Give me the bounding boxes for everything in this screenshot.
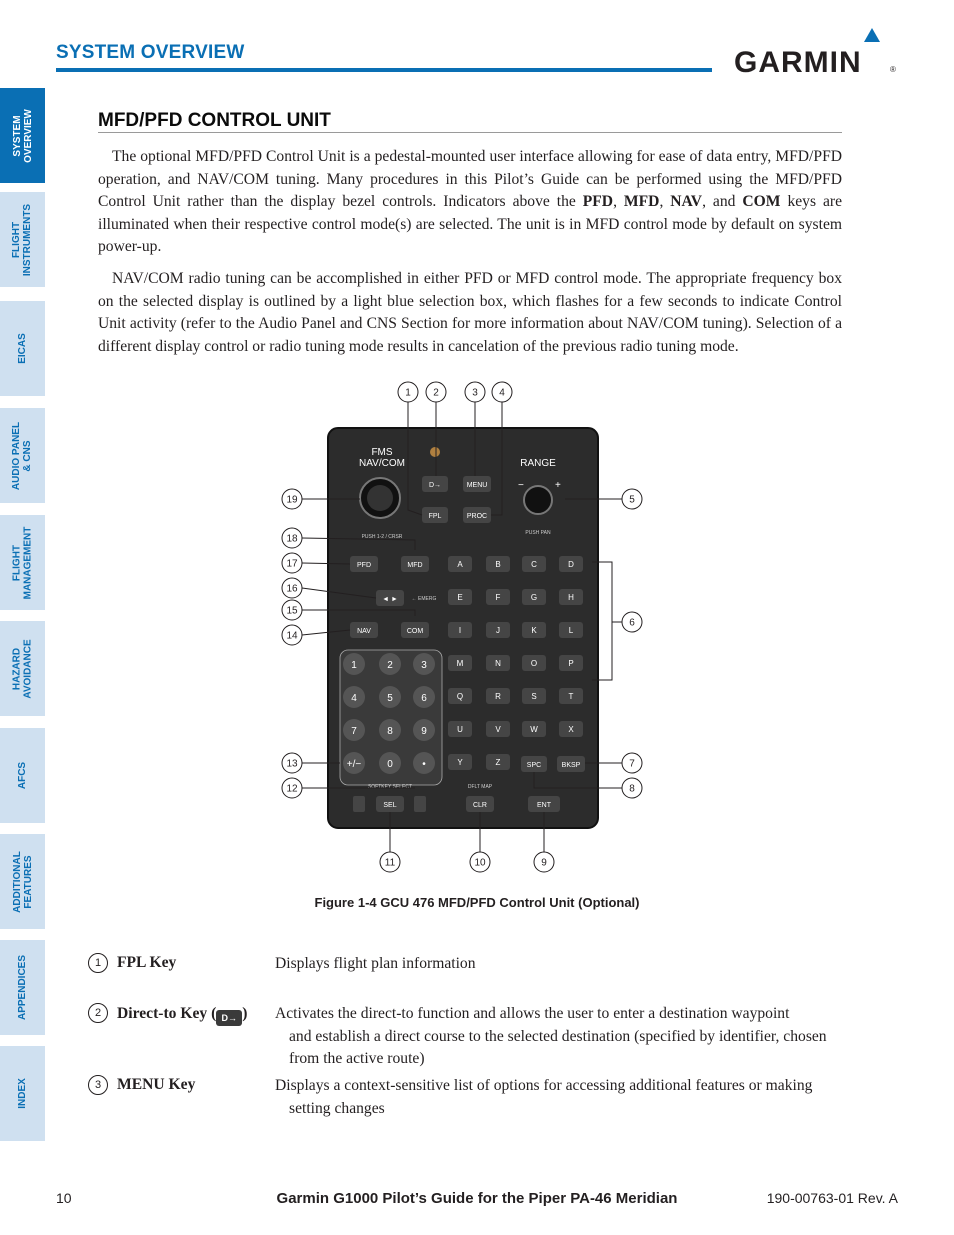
key-digit-label: 1 bbox=[351, 660, 357, 671]
footer-title: Garmin G1000 Pilot’s Guide for the Piper PA-46 Meridian bbox=[276, 1190, 678, 1207]
range-knob bbox=[524, 486, 552, 514]
section-rule bbox=[98, 132, 842, 133]
logo-text: GARMIN bbox=[734, 46, 862, 76]
tab-eicas[interactable]: EICAS bbox=[0, 301, 45, 396]
indicator-led bbox=[430, 447, 440, 457]
key-letter-label: W bbox=[530, 725, 538, 734]
tab-afcs[interactable]: AFCS bbox=[0, 728, 45, 823]
softkey-select-label: SOFTKEY SELECT bbox=[367, 784, 413, 790]
key-letter-label: G bbox=[530, 593, 538, 602]
tab-flight-management[interactable]: FLIGHT MANAGEMENT bbox=[0, 515, 45, 610]
svg-text:ENT: ENT bbox=[537, 802, 551, 809]
svg-text:PROC: PROC bbox=[466, 513, 488, 520]
callout-number: 12 bbox=[286, 783, 298, 795]
callout-number: 7 bbox=[629, 758, 635, 770]
key-letter-label: V bbox=[495, 725, 501, 734]
navcom-label: NAV/COM bbox=[359, 458, 405, 469]
key-letter-label: S bbox=[531, 692, 537, 701]
section-title: MFD/PFD CONTROL UNIT bbox=[98, 110, 331, 131]
key-letter-label: D bbox=[568, 560, 574, 569]
tab-system-overview[interactable]: SYSTEM OVERVIEW bbox=[0, 88, 45, 183]
key-letter-label: E bbox=[457, 593, 463, 602]
def-callout-1: 1 bbox=[88, 953, 108, 973]
direct-to-key-icon: D→ bbox=[216, 1010, 242, 1026]
callout-number: 1 bbox=[405, 387, 411, 399]
key-digit-label: 3 bbox=[421, 660, 427, 671]
key-letter-label: M bbox=[456, 659, 464, 668]
def-callout-2: 2 bbox=[88, 1003, 108, 1023]
svg-text:◄ ►: ◄ ► bbox=[382, 596, 398, 603]
key-letter-label: P bbox=[568, 659, 574, 668]
key-letter-label: L bbox=[568, 626, 574, 635]
key-softkey-right bbox=[414, 796, 426, 812]
header-rule bbox=[56, 68, 712, 72]
def-text-menu: Displays a context-sensitive list of options for accessing additional features or making setting changes bbox=[275, 1077, 813, 1117]
key-letter-label: F bbox=[495, 593, 501, 602]
svg-text:BKSP: BKSP bbox=[561, 762, 581, 769]
garmin-logo bbox=[734, 26, 898, 76]
callout-number: 10 bbox=[474, 857, 486, 869]
dflt-map-label: DFLT MAP bbox=[467, 784, 493, 790]
key-letter-label: Q bbox=[456, 692, 464, 701]
svg-text:D→: D→ bbox=[428, 482, 442, 489]
callout-number: 14 bbox=[286, 630, 298, 642]
figure-caption: Figure 1-4 GCU 476 MFD/PFD Control Unit (Optional) bbox=[314, 895, 640, 910]
key-letter-label: U bbox=[457, 725, 463, 734]
tab-appendices[interactable]: APPENDICES bbox=[0, 940, 45, 1035]
tab-index[interactable]: INDEX bbox=[0, 1046, 45, 1141]
key-letter-label: X bbox=[568, 725, 574, 734]
key-digit-label: +/− bbox=[346, 759, 362, 770]
callout-number: 11 bbox=[384, 857, 396, 869]
key-letter-label: J bbox=[496, 626, 500, 635]
key-letter-label: H bbox=[568, 593, 574, 602]
key-digit-label: 8 bbox=[387, 726, 393, 737]
def-term-fpl: FPL Key bbox=[117, 954, 177, 971]
svg-text:SEL: SEL bbox=[383, 802, 397, 809]
key-digit-label: 7 bbox=[351, 726, 357, 737]
key-letter-label: N bbox=[495, 659, 501, 668]
tab-hazard-avoidance[interactable]: HAZARD AVOIDANCE bbox=[0, 621, 45, 716]
tab-additional-features[interactable]: ADDITIONAL FEATURES bbox=[0, 834, 45, 929]
key-letter-label: C bbox=[531, 560, 537, 569]
key-letter-label: B bbox=[495, 560, 501, 569]
key-digit-label: • bbox=[422, 759, 426, 770]
callout-number: 19 bbox=[286, 494, 298, 506]
key-letter-label: T bbox=[568, 692, 574, 701]
svg-text:FPL: FPL bbox=[428, 513, 442, 520]
page-number: 10 bbox=[56, 1190, 72, 1206]
logo-triangle-icon bbox=[864, 28, 880, 42]
paragraph-navcom: NAV/COM radio tuning can be accomplished in either PFD or MFD control mode. The appropriate frequency box on the selected display is outlined by a light blue selection box, which flashes for a few seconds to indicate Control Unit activity (refer to the Audio Panel and CNS Section for more information about NAV/COM tuning). Selection of a different display control or radio tuning mode results in cancelation of the previous radio tuning mode. bbox=[98, 270, 842, 355]
range-minus: − bbox=[518, 480, 524, 491]
svg-text:MFD: MFD bbox=[407, 562, 423, 569]
svg-text:NAV: NAV bbox=[357, 628, 371, 635]
key-letter-label: Z bbox=[495, 758, 501, 767]
callout-number: 17 bbox=[286, 558, 298, 570]
key-letter-label: Y bbox=[457, 758, 463, 767]
svg-text:SPC: SPC bbox=[526, 762, 542, 769]
key-letter-label: I bbox=[458, 626, 462, 635]
key-softkey-left bbox=[353, 796, 365, 812]
callout-number: 9 bbox=[541, 857, 547, 869]
key-digit-label: 6 bbox=[421, 693, 427, 704]
paragraph-intro: The optional MFD/PFD Control Unit is a pedestal-mounted user interface allowing for ease of data entry, MFD/PFD operation, and NAV/COM tuning. Many procedures in this Pilot’s Guide can be performed using the MFD/PFD Control Unit rather than the display bezel controls. Indicators above the PFD, MFD, NAV, and COM keys are illuminated when their respective control mode(s) are selected. The unit is in MFD control mode by default on system power-up. bbox=[98, 148, 843, 255]
callout-number: 15 bbox=[286, 605, 298, 617]
svg-text:MENU: MENU bbox=[466, 482, 488, 489]
gcu-476-figure bbox=[270, 380, 670, 880]
key-digit-label: 0 bbox=[387, 759, 393, 770]
callout-number: 2 bbox=[433, 387, 439, 399]
callout-number: 8 bbox=[629, 783, 635, 795]
range-plus: + bbox=[555, 480, 561, 491]
svg-text:COM: COM bbox=[406, 628, 424, 635]
svg-text:CLR: CLR bbox=[472, 802, 488, 809]
callout-number: 13 bbox=[286, 758, 298, 770]
def-callout-3: 3 bbox=[88, 1075, 108, 1095]
tab-audio-panel-cns[interactable]: AUDIO PANEL & CNS bbox=[0, 408, 45, 503]
callout-number: 18 bbox=[286, 533, 298, 545]
callout-number: 6 bbox=[629, 617, 635, 629]
push-pan-label: PUSH PAN bbox=[525, 530, 551, 536]
section-header-title: SYSTEM OVERVIEW bbox=[56, 42, 245, 63]
callout-number: 4 bbox=[499, 387, 505, 399]
key-digit-label: 2 bbox=[387, 660, 393, 671]
def-term-menu: MENU Key bbox=[117, 1076, 196, 1093]
range-label: RANGE bbox=[520, 458, 556, 469]
push-crsr-label: PUSH 1-2 / CRSR bbox=[361, 534, 403, 540]
emerg-label: ← EMERG bbox=[411, 596, 437, 602]
logo-registered: ® bbox=[890, 65, 896, 74]
callout-number: 5 bbox=[629, 494, 635, 506]
key-digit-label: 9 bbox=[421, 726, 427, 737]
key-letter-label: R bbox=[495, 692, 501, 701]
key-digit-label: 5 bbox=[387, 693, 393, 704]
document-number: 190-00763-01 Rev. A bbox=[766, 1190, 898, 1206]
key-letter-label: O bbox=[530, 659, 538, 668]
callout-number: 16 bbox=[286, 583, 298, 595]
key-letter-label: A bbox=[457, 560, 463, 569]
fms-label: FMS bbox=[371, 447, 393, 458]
fms-knob-inner bbox=[367, 485, 393, 511]
svg-text:PFD: PFD bbox=[357, 562, 371, 569]
key-letter-label: K bbox=[531, 626, 537, 635]
def-text-fpl: Displays flight plan information bbox=[275, 955, 476, 972]
def-term-direct: Direct-to Key ( D→ ) bbox=[117, 1005, 248, 1026]
callout-number: 3 bbox=[472, 387, 478, 399]
key-digit-label: 4 bbox=[351, 693, 357, 704]
def-text-direct: Activates the direct-to function and allows the user to enter a destination waypoint and establish a direct course to the selected destination (specified by identifier, chosen from the active route) bbox=[275, 1005, 827, 1067]
tab-flight-instruments[interactable]: FLIGHT INSTRUMENTS bbox=[0, 192, 45, 287]
